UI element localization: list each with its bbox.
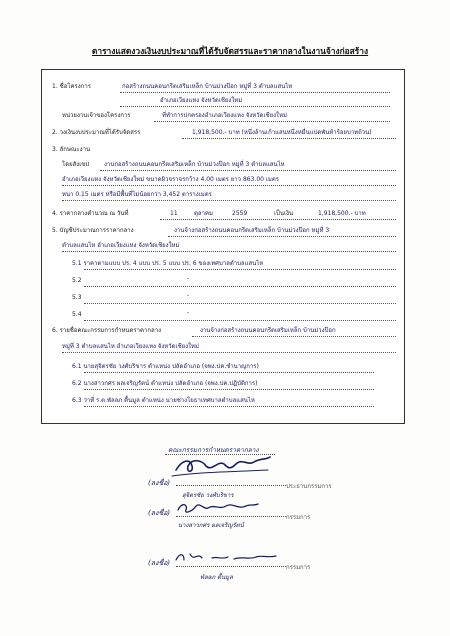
role-member-2: กรรมการ: [286, 564, 311, 571]
item4-amount: 1,918,500.- บาท: [318, 210, 366, 217]
item6-line1: [192, 336, 396, 337]
committee-member-2: 6.2 นางสาวกศร ผลเจริญรัตน์ ตำแหน่ง ปลัดอำเภอ (จพง.ปค.ปฏิบัติการ): [72, 380, 258, 387]
item1-agency-label: หน่วยงานเจ้าของโครงการ: [62, 112, 131, 119]
committee-member-1: 6.1 นายสุจิตรชัย วงศ์บริขาร ตำแหน่ง ปลัดอำเภอ (จพง.ปค.ชำนาญการ): [72, 363, 259, 370]
item5-1: 5.1 ราคาตามแบบ ปร. 4 แบบ ปร. 5 แบบ ปร. 6 ของเทศบาลตำบลแสนไห: [72, 260, 264, 267]
item6-value: งานจ้างก่อสร้างถนนคอนกรีตเสริมเหล็ก บ้านม่วงป๊อก: [200, 327, 336, 334]
item2-label: 2. วงเงินงบประมาณที่ได้รับจัดสรร: [52, 129, 141, 136]
item5-4-dash: -: [187, 309, 190, 316]
item2-line: [182, 138, 396, 139]
item5-3: 5.3: [72, 294, 82, 301]
sign-prefix-2: (ลงชื่อ): [148, 509, 171, 517]
signature-3-icon: [172, 548, 282, 566]
signature-area: [0, 440, 450, 620]
signature-1-icon: [168, 452, 278, 480]
item5-label: 5. บัญชีประมาณการราคากลาง: [52, 227, 134, 234]
item3-summary-3: หนา 0.15 เมตร หรือมีพื้นที่ไม่น้อยกว่า 3,452 ตารางเมตร: [62, 191, 212, 198]
role-member-1: กรรมการ: [286, 514, 311, 521]
item1-agency-value: ที่ทำการปกครองอำเภอเวียงแหง จังหวัดเชียงใหม่: [162, 112, 287, 119]
item1-line3: [154, 121, 390, 122]
signature-1-name: สุจิตรชัย วงศ์บริขาร: [182, 492, 234, 499]
item5-line2: [62, 251, 396, 252]
item5-line1: [168, 236, 396, 237]
item4-label: 4. ราคากลางคำนวณ ณ วันที่: [52, 210, 129, 217]
item6-3-line: [84, 406, 374, 407]
item5-4: 5.4: [72, 311, 82, 318]
item2-budget: 1,918,500.- บาท (หนึ่งล้านเก้าแสนหนึ่งหมื่นแปดพันห้าร้อยบาทถ้วน): [192, 129, 372, 136]
item6-1-line: [84, 372, 374, 373]
item5-3-dash: -: [187, 292, 190, 299]
item4-year: 2559: [232, 210, 248, 217]
committee-member-3: 6.3 ว่าที่ ร.ต.พัลลภ ตื้นมูล ตำแหน่ง นายช่างโยธาเทศบาลตำบลแสนไห: [72, 397, 255, 404]
item1-line: [120, 92, 390, 93]
item1-project-name-cont: อำเภอเวียงแหง จังหวัดเชียงใหม่: [160, 97, 243, 104]
item5-3-line: [84, 303, 396, 304]
signature-3-name: พัลลภ ตื้นมูล: [200, 574, 233, 581]
item5-2: 5.2: [72, 277, 82, 284]
item4-month: ตุลาคม: [194, 210, 213, 217]
item3-line3: [62, 200, 396, 201]
item1-line2: [120, 106, 390, 107]
item3-summary-label: โดยสังเขป: [62, 161, 90, 168]
committee-heading: คณะกรรมการกำหนดราคากลาง: [168, 446, 259, 454]
signature-3-line: [176, 566, 286, 567]
item6-label: 6. รายชื่อคณะกรรมการกำหนดราคากลาง: [52, 327, 162, 334]
item5-2-dash: -: [187, 275, 190, 282]
signature-2-line: [176, 516, 286, 517]
item4-line: [160, 219, 396, 220]
item3-line1: [100, 170, 396, 171]
item5-4-line: [84, 320, 396, 321]
item4-amount-label: เป็นเงิน: [274, 210, 294, 217]
item6-line2: [62, 352, 396, 353]
item3-line2: [62, 185, 396, 186]
item5-value: งานจ้างก่อสร้างถนนคอนกรีตเสริมเหล็ก บ้านม่วงป๊อก หมู่ที่ 3: [174, 227, 330, 234]
signature-1-line: [176, 485, 286, 486]
role-chair: ประธานกรรมการ: [286, 483, 332, 490]
item5-1-line: [84, 269, 396, 270]
document-title: ตารางแสดงวงเงินงบประมาณที่ได้รับจัดสรรและราคากลางในงานจ้างก่อสร้าง: [91, 46, 369, 56]
item3-summary-1: งานก่อสร้างถนนคอนกรีตเสริมเหล็ก บ้านม่วงป๊อก หมู่ที่ 3 ตำบลแสนไห: [104, 161, 285, 168]
signature-2-icon: [172, 500, 262, 516]
item5-2-line: [84, 286, 396, 287]
item3-summary-2: อำเภอเวียงแหง จังหวัดเชียงใหม่ ขนาดผิวจราจรกว้าง 4.00 เมตร ยาว 863.00 เมตร: [62, 176, 279, 183]
form-frame: [41, 69, 405, 424]
sign-prefix-3: (ลงชื่อ): [148, 559, 171, 567]
item6-value-cont: หมู่ที่ 3 ตำบลแสนไห อำเภอเวียงแหง จังหวัดเชียงใหม่: [62, 343, 199, 350]
item3-label: 3. ลักษณะงาน: [52, 146, 91, 153]
item1-label: 1. ชื่อโครงการ: [52, 83, 91, 90]
sign-prefix-1: (ลงชื่อ): [148, 479, 171, 487]
item4-day: 11: [170, 210, 178, 217]
signature-2-name: นางสาวกศร ผลเจริญรัตน์: [178, 522, 244, 529]
item1-project-name: ก่อสร้างถนนคอนกรีตเสริมเหล็ก บ้านม่วงป๊อก หมู่ที่ 3 ตำบลแสนไห: [122, 83, 293, 90]
item6-2-line: [84, 389, 374, 390]
item5-value-cont: ตำบลแสนไห อำเภอเวียงแหง จังหวัดเชียงใหม่: [62, 242, 180, 249]
